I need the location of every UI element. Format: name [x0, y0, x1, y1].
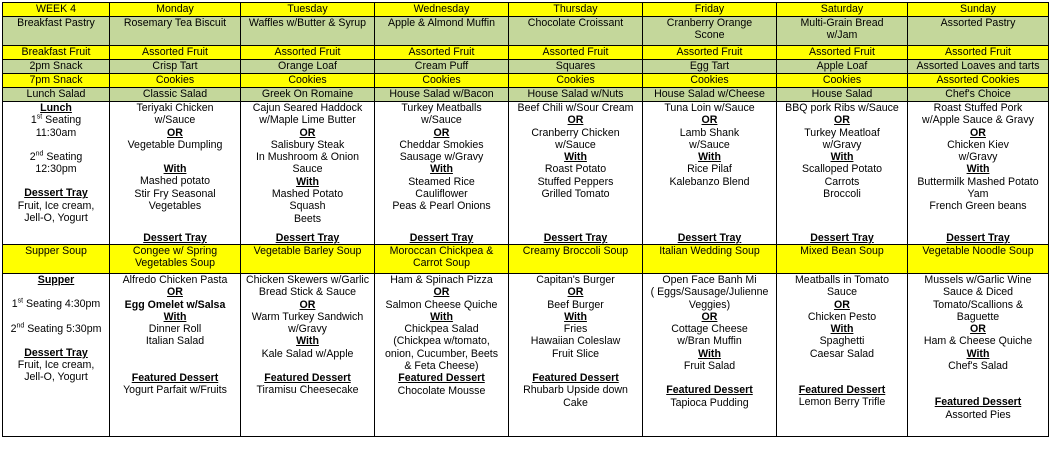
section-heading: OR [433, 126, 450, 139]
section-heading: OR [299, 298, 316, 311]
row-label: Lunch Salad [3, 88, 110, 102]
spacer [241, 360, 374, 372]
snack-item: Cookies [777, 74, 908, 88]
snack-item: Cookies [241, 74, 375, 88]
soup-item: Moroccan Chickpea & Carrot Soup [375, 245, 509, 274]
section-heading: With [430, 310, 453, 323]
weekly-menu-table [2, 2, 1049, 437]
day-header: Tuesday [241, 3, 375, 17]
snack-item: Egg Tart [643, 60, 777, 74]
salad-item: House Salad w/Bacon [375, 88, 509, 102]
menu-line: Cake [563, 396, 588, 409]
section-heading: Featured Dessert [264, 372, 351, 385]
section-heading: With [296, 335, 319, 348]
week-label: WEEK 4 [3, 3, 110, 17]
lunch-day-cell [908, 102, 1049, 245]
lunch-day-cell [509, 102, 643, 245]
snack-item: Crisp Tart [110, 60, 241, 74]
day-header: Friday [643, 3, 777, 17]
fruit-item: Assorted Fruit [908, 46, 1049, 60]
lunch-day-cell [241, 102, 375, 245]
lunch-dessert-line: Jell-O, Yogurt [24, 212, 88, 225]
menu-line: Italian Salad [145, 335, 205, 348]
lunch-day-cell [375, 102, 509, 245]
menu-line: Vegetable Dumpling [127, 138, 223, 151]
lunch-dessert-line: Fruit, Ice cream, [17, 199, 95, 212]
section-heading: OR [167, 286, 183, 299]
menu-line: Fries [563, 323, 588, 336]
menu-line: Chicken Skewers w/Garlic [245, 274, 370, 286]
spacer [643, 372, 776, 384]
snack-item: Cookies [643, 74, 777, 88]
breakfast-fruit-row [3, 46, 1049, 60]
lunch-day-cell [110, 102, 241, 245]
section-heading: Featured Dessert [532, 372, 619, 385]
lunch-dessert-title: Dessert Tray [24, 187, 88, 200]
section-heading: OR [970, 323, 986, 336]
menu-line: Ham & Cheese Quiche [923, 335, 1033, 348]
menu-line: Cajun Seared Haddock [252, 102, 363, 114]
menu-line: Tapioca Pudding [670, 396, 749, 409]
spacer [777, 372, 907, 384]
menu-line: Egg Omelet w/Salsa [124, 298, 226, 311]
menu-line: Sauce [292, 163, 323, 176]
section-heading: OR [970, 126, 986, 139]
menu-line: Alfredo Chicken Pasta [122, 274, 228, 286]
section-heading: With [296, 175, 319, 188]
salad-item: House Salad w/Cheese [643, 88, 777, 102]
menu-line: Chickpea Salad [404, 323, 479, 336]
salad-item: Greek On Romaine [241, 88, 375, 102]
menu-line: Sauce & Diced [942, 286, 1014, 299]
section-heading: OR [701, 114, 718, 127]
menu-line: Chicken Pesto [807, 310, 877, 323]
dessert-tray-label: Dessert Tray [677, 231, 742, 244]
menu-line: Vegetables [148, 200, 202, 213]
menu-line: Meatballs in Tomato [794, 274, 890, 286]
menu-line: French Green beans [929, 200, 1027, 213]
lunch-label-cell [3, 102, 110, 245]
dessert-tray-label: Dessert Tray [946, 231, 1010, 244]
dessert-tray-label: Dessert Tray [543, 231, 608, 244]
menu-line: Buttermilk Mashed Potato [917, 175, 1039, 188]
salad-item: House Salad [777, 88, 908, 102]
pastry-item: Multi-Grain Bread w/Jam [777, 17, 908, 46]
lunch-first-time: 11:30am [35, 126, 77, 139]
menu-line: Cranberry Chicken [531, 126, 620, 139]
row-label: 2pm Snack [3, 60, 110, 74]
menu-line: w/Apple Sauce & Gravy [922, 114, 1034, 127]
fruit-item: Assorted Fruit [777, 46, 908, 60]
supper-day-cell [375, 274, 509, 437]
section-heading: With [163, 163, 187, 176]
day-header: Saturday [777, 3, 908, 17]
pastry-item: Cranberry Orange Scone [643, 17, 777, 46]
supper-dessert-line: Fruit, Ice cream, [17, 359, 95, 372]
section-heading: OR [834, 298, 850, 311]
menu-line: Broccoli [823, 188, 861, 201]
menu-line: Lemon Berry Trifle [798, 396, 886, 409]
section-heading: With [698, 151, 721, 164]
spacer [509, 360, 642, 372]
salad-item: Chef's Choice [908, 88, 1049, 102]
menu-line: Sauce [826, 286, 858, 299]
menu-line: w/Sauce [154, 114, 196, 127]
soup-item: Italian Wedding Soup [643, 245, 777, 274]
menu-line: Rice Pilaf [687, 163, 732, 176]
soup-item: Vegetable Noodle Soup [908, 245, 1049, 274]
section-heading: With [163, 310, 187, 323]
fruit-item: Assorted Fruit [241, 46, 375, 60]
menu-line: Chocolate Mousse [397, 384, 486, 397]
section-heading: With [564, 310, 587, 323]
spacer [908, 384, 1048, 396]
section-heading: Featured Dessert [131, 371, 219, 384]
snack-item: Cookies [509, 74, 643, 88]
menu-line: w/Gravy [288, 323, 327, 336]
menu-line: Turkey Meatballs [401, 102, 482, 114]
menu-line: & Feta Cheese) [404, 360, 479, 373]
menu-line: Hawaiian Coleslaw [530, 335, 621, 348]
menu-line: Open Face Banh Mi [662, 274, 757, 286]
supper-dessert-line: Jell-O, Yogurt [24, 371, 88, 384]
soup-item: Mixed Bean Soup [777, 245, 908, 274]
section-heading: Featured Dessert [934, 396, 1022, 409]
menu-line: Chef's Salad [948, 360, 1008, 373]
section-heading: OR [834, 114, 850, 127]
supper-soup-row [3, 245, 1049, 274]
fruit-item: Assorted Fruit [509, 46, 643, 60]
menu-line: Cheddar Smokies [399, 138, 484, 151]
menu-line: In Mushroom & Onion [255, 151, 360, 164]
spacer [777, 360, 907, 372]
fruit-item: Assorted Fruit [375, 46, 509, 60]
menu-line: Dinner Roll [148, 323, 202, 336]
snack-item: Cookies [375, 74, 509, 88]
menu-line: Kale Salad w/Apple [261, 347, 354, 360]
dessert-tray-label: Dessert Tray [143, 231, 207, 244]
supper-dessert-title: Dessert Tray [24, 346, 88, 359]
section-heading: OR [567, 286, 584, 299]
menu-line: Capitan's Burger [536, 274, 615, 286]
menu-line: Tiramisu Cheesecake [256, 384, 359, 397]
menu-line: Mashed potato [139, 175, 211, 188]
row-label: Breakfast Pastry [3, 17, 110, 46]
menu-line: Beef Burger [547, 298, 604, 311]
menu-line: Fruit Salad [683, 360, 736, 373]
menu-line: Carrots [824, 175, 860, 188]
menu-line: Tomato/Scallions & [932, 298, 1024, 311]
pastry-item: Apple & Almond Muffin [375, 17, 509, 46]
pastry-item: Rosemary Tea Biscuit [110, 17, 241, 46]
dessert-tray-label: Dessert Tray [275, 231, 340, 244]
lunch-title: Lunch [40, 102, 72, 114]
supper-row [3, 274, 1049, 437]
menu-line: Veggies) [688, 298, 731, 311]
snack-item: Assorted Cookies [908, 74, 1049, 88]
supper-label-cell [3, 274, 110, 437]
lunch-day-cell [777, 102, 908, 245]
spacer [110, 360, 240, 372]
section-heading: OR [701, 310, 718, 323]
menu-line: w/Sauce [555, 138, 596, 151]
lunch-salad-row [3, 88, 1049, 102]
section-heading: With [698, 347, 721, 360]
lunch-row [3, 102, 1049, 245]
menu-line: Salmon Cheese Quiche [385, 298, 498, 311]
menu-line: Mussels w/Garlic Wine [924, 274, 1032, 286]
spacer [110, 151, 240, 163]
row-label: 7pm Snack [3, 74, 110, 88]
section-heading: With [830, 151, 854, 164]
snack-item: Orange Loaf [241, 60, 375, 74]
supper-day-cell [908, 274, 1049, 437]
soup-item: Congee w/ Spring Vegetables Soup [110, 245, 241, 274]
menu-line: Spaghetti [819, 335, 865, 348]
section-heading: OR [433, 286, 450, 299]
menu-line: Grilled Tomato [541, 188, 610, 201]
menu-line: Roast Potato [544, 163, 607, 176]
breakfast-pastry-row [3, 17, 1049, 46]
menu-line: w/Maple Lime Butter [259, 114, 356, 127]
menu-line: Tuna Loin w/Sauce [664, 102, 755, 114]
menu-line: ( Eggs/Sausage/Julienne [650, 286, 769, 299]
menu-line: onion, Cucumber, Beets [384, 347, 499, 360]
supper-day-cell [643, 274, 777, 437]
snack-7pm-row [3, 74, 1049, 88]
menu-line: w/Sauce [689, 138, 730, 151]
section-heading: OR [567, 114, 584, 127]
menu-line: Yogurt Parfait w/Fruits [123, 384, 227, 397]
menu-line: Caesar Salad [809, 347, 875, 360]
menu-line: Warm Turkey Sandwich [251, 310, 364, 323]
menu-line: Mashed Potato [271, 188, 344, 201]
menu-line: Fruit Slice [551, 347, 600, 360]
snack-item: Assorted Loaves and tarts [908, 60, 1049, 74]
menu-line: Cauliflower [415, 188, 468, 201]
row-label: Supper Soup [3, 245, 110, 274]
snack-item: Cookies [110, 74, 241, 88]
lunch-second-time: 12:30pm [35, 163, 77, 176]
section-heading: Featured Dessert [398, 372, 485, 385]
soup-item: Vegetable Barley Soup [241, 245, 375, 274]
fruit-item: Assorted Fruit [110, 46, 241, 60]
day-header: Monday [110, 3, 241, 17]
menu-line: BBQ pork Ribs w/Sauce [785, 102, 899, 114]
day-header: Wednesday [375, 3, 509, 17]
soup-item: Creamy Broccoli Soup [509, 245, 643, 274]
spacer [908, 372, 1048, 384]
supper-day-cell [110, 274, 241, 437]
lunch-day-cell [643, 102, 777, 245]
menu-line: (Chickpea w/tomato, [393, 335, 490, 348]
menu-line: Bread Stick & Sauce [258, 286, 357, 299]
snack-item: Squares [509, 60, 643, 74]
menu-line: Cottage Cheese [671, 323, 748, 336]
menu-line: Ham & Spinach Pizza [390, 274, 493, 286]
menu-line: Salisbury Steak [270, 138, 345, 151]
menu-line: Stuffed Peppers [537, 175, 614, 188]
section-heading: With [430, 163, 453, 176]
menu-line: Roast Stuffed Pork [933, 102, 1023, 114]
menu-line: Beef Chili w/Sour Cream [517, 102, 634, 114]
supper-second-seating: 2nd Seating 5:30pm [10, 322, 102, 335]
dessert-tray-label: Dessert Tray [409, 231, 474, 244]
supper-day-cell [241, 274, 375, 437]
menu-line: w/Sauce [421, 114, 462, 127]
menu-line: w/Gravy [958, 151, 998, 164]
supper-title: Supper [37, 274, 75, 286]
supper-day-cell [509, 274, 643, 437]
snack-item: Cream Puff [375, 60, 509, 74]
menu-line: Turkey Meatloaf [804, 126, 880, 139]
menu-line: w/Bran Muffin [677, 335, 742, 348]
section-heading: Featured Dessert [666, 384, 753, 397]
snack-2pm-row [3, 60, 1049, 74]
menu-line: Assorted Pies [945, 408, 1011, 421]
day-header: Sunday [908, 3, 1049, 17]
section-heading: Featured Dessert [798, 384, 886, 397]
day-header: Thursday [509, 3, 643, 17]
menu-line: Beets [293, 212, 322, 225]
lunch-second-seating: 2nd Seating [29, 150, 83, 163]
menu-line: w/Gravy [822, 138, 862, 151]
salad-item: House Salad w/Nuts [509, 88, 643, 102]
menu-line: Teriyaki Chicken [136, 102, 214, 114]
menu-line: Scalloped Potato [801, 163, 883, 176]
section-heading: OR [167, 126, 183, 139]
menu-line: Kalebanzo Blend [669, 175, 750, 188]
menu-line: Baguette [956, 310, 1000, 323]
menu-line: Squash [289, 200, 326, 213]
header-row [3, 3, 1049, 17]
row-label: Breakfast Fruit [3, 46, 110, 60]
spacer [110, 348, 240, 360]
pastry-item: Assorted Pastry [908, 17, 1049, 46]
section-heading: OR [299, 126, 316, 139]
section-heading: With [966, 347, 990, 360]
lunch-first-seating: 1st Seating [30, 113, 82, 127]
supper-day-cell [777, 274, 908, 437]
menu-line: Rhubarb Upside down [523, 384, 628, 397]
snack-item: Apple Loaf [777, 60, 908, 74]
dessert-tray-label: Dessert Tray [810, 231, 874, 244]
menu-line: Sausage w/Gravy [399, 151, 484, 164]
pastry-item: Chocolate Croissant [509, 17, 643, 46]
section-heading: With [966, 163, 990, 176]
salad-item: Classic Salad [110, 88, 241, 102]
supper-first-seating: 1st Seating 4:30pm [11, 297, 101, 311]
menu-line: Lamb Shank [679, 126, 740, 139]
menu-line: Stir Fry Seasonal [134, 187, 216, 200]
menu-line: Peas & Pearl Onions [392, 200, 491, 213]
pastry-item: Waffles w/Butter & Syrup [241, 17, 375, 46]
section-heading: With [830, 323, 854, 336]
menu-line: Steamed Rice [408, 175, 475, 188]
menu-line: Yam [967, 188, 989, 201]
section-heading: With [564, 151, 587, 164]
menu-line: Chicken Kiev [947, 138, 1009, 151]
fruit-item: Assorted Fruit [643, 46, 777, 60]
